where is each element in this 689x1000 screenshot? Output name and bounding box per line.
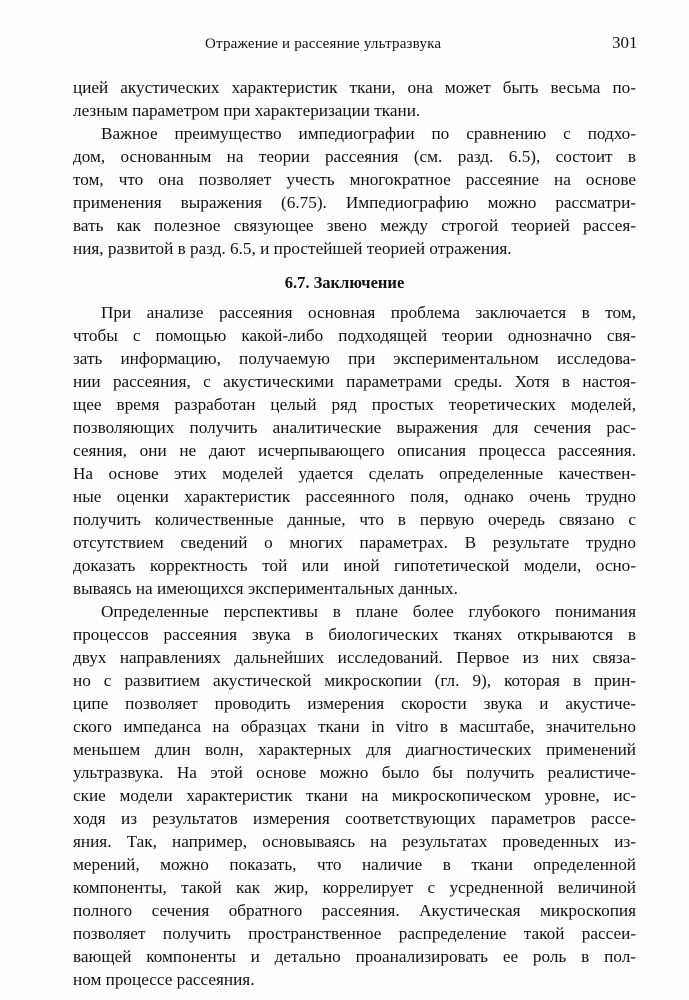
text-line: дом, основанным на теории рассеяния (см. разд. 6.5), состоит в xyxy=(73,147,636,166)
text-line: щее время разработан целый ряд простых теоретических моделей, xyxy=(73,395,636,414)
text-line: сеяния, они не дают исчерпывающего описания процесса рассеяния. xyxy=(73,441,636,460)
text-line: На основе этих моделей удается сделать определенные качествен- xyxy=(73,464,636,483)
text-line: позволяющих получить аналитические выражения для сечения рас- xyxy=(73,418,636,437)
running-title: Отражение и рассеяние ультразвука xyxy=(205,36,442,52)
text-line: но с развитием акустической микроскопии (гл. 9), которая в прин- xyxy=(73,671,636,690)
text-line: доказать корректность той или иной гипотетической модели, осно- xyxy=(73,556,636,575)
text-line: мерений, можно показать, что наличие в ткани определенной xyxy=(73,855,636,874)
section-heading: 6.7. Заключение xyxy=(284,273,405,292)
text-line: ские модели характеристик ткани на микроскопическом уровне, ис- xyxy=(73,786,636,805)
text-line: позволяет получить пространственное распределение такой рассеи- xyxy=(73,924,636,943)
text-line: чтобы с помощью какой-либо подходящей теории однозначно свя- xyxy=(73,326,636,345)
text-line: отсутствием сведений о многих параметрах. В результате трудно xyxy=(73,533,636,552)
text-line: ципе позволяет проводить измерения скорости звука и акустиче- xyxy=(73,694,636,713)
text-line: лезным параметром при характеризации ткани. xyxy=(73,101,421,120)
text-line: Важное преимущество импедиографии по сравнению с подхо- xyxy=(101,124,636,143)
text-line: ходя из результатов измерения соответствующих параметров рассе- xyxy=(73,809,636,828)
text-line: компоненты, такой как жир, коррелирует с усредненной величиной xyxy=(73,878,636,897)
text-line: вать как полезное связующее звено между строгой теорией рассея- xyxy=(73,216,636,235)
text-line: зать информацию, получаемую при экспериментальном исследова- xyxy=(73,349,636,368)
text-line: процессов рассеяния звука в биологических тканях открываются в xyxy=(73,625,636,644)
text-line: вываясь на имеющихся экспериментальных данных. xyxy=(73,579,458,598)
text-line: полного сечения обратного рассеяния. Акустическая микроскопия xyxy=(73,901,636,920)
text-line: При анализе рассеяния основная проблема заключается в том, xyxy=(101,303,636,322)
text-line: ния, развитой в разд. 6.5, и простейшей теорией отражения. xyxy=(73,239,512,258)
text-line: нии рассеяния, с акустическими параметрами среды. Хотя в настоя- xyxy=(73,372,636,391)
text-line: яния. Так, например, основываясь на результатах проведенных из- xyxy=(73,832,636,851)
text-line: Определенные перспективы в плане более глубокого понимания xyxy=(101,602,636,621)
text-line: получить количественные данные, что в первую очередь связано с xyxy=(73,510,636,529)
text-line: ном процессе рассеяния. xyxy=(73,970,255,989)
text-line: двух направлениях дальнейших исследований. Первое из них связа- xyxy=(73,648,636,667)
text-line: цией акустических характеристик ткани, она может быть весьма по- xyxy=(73,78,636,97)
text-line: ные оценки характеристик рассеянного поля, однако очень трудно xyxy=(73,487,636,506)
text-line: применения выражения (6.75). Импедиографию можно рассматри- xyxy=(73,193,636,212)
text-line: ультразвука. На этой основе можно было бы получить реалистиче- xyxy=(73,763,636,782)
text-line: том, что она позволяет учесть многократное рассеяние на основе xyxy=(73,170,636,189)
text-line: вающей компоненты и детально проанализировать ее роль в пол- xyxy=(73,947,636,966)
text-line: меньшем длин волн, характерных для диагностических применений xyxy=(73,740,636,759)
text-line: ского импеданса на образцах ткани in vitro в масштабе, значительно xyxy=(73,717,636,736)
page-number: 301 xyxy=(612,33,638,52)
